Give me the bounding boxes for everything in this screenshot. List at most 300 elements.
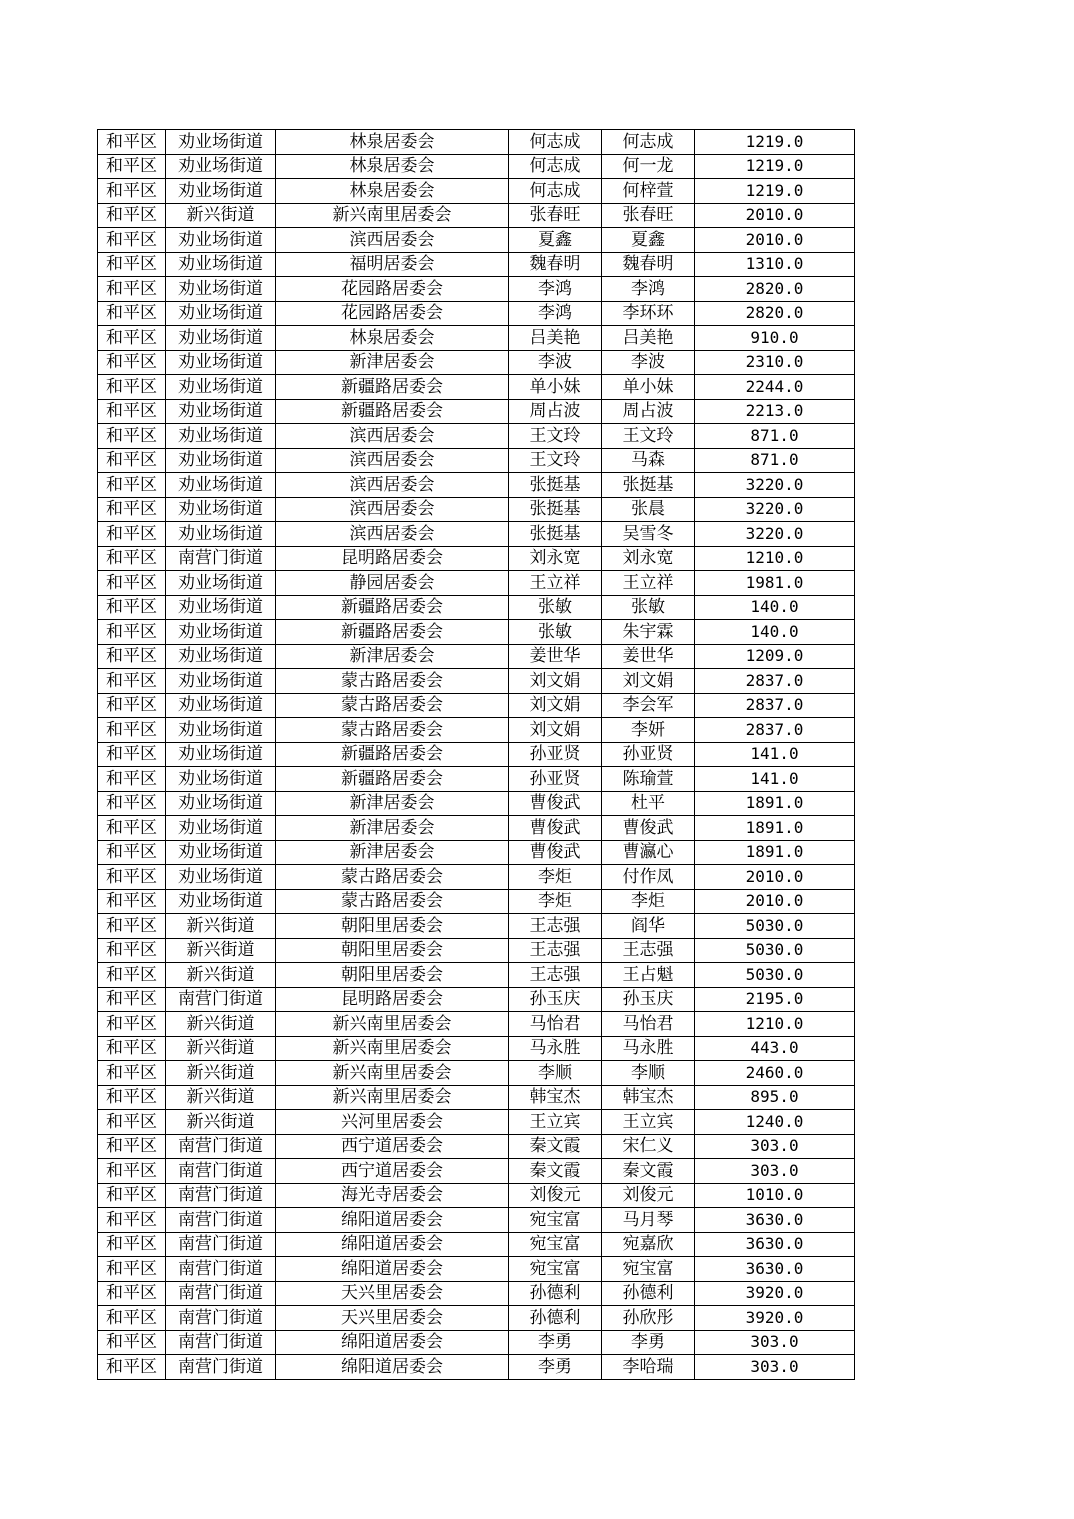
- table-row: [98, 791, 855, 816]
- table-row: [98, 277, 855, 302]
- committee-cell: 林泉居委会: [276, 130, 509, 155]
- member-cell: 李会军: [602, 693, 695, 718]
- member-cell: 周占波: [602, 399, 695, 424]
- amount-cell: 3920.0: [695, 1281, 855, 1306]
- member-cell: 李勇: [602, 1330, 695, 1355]
- committee-cell: 海光寺居委会: [276, 1183, 509, 1208]
- street-cell: 劝业场街道: [166, 375, 276, 400]
- district-cell: 和平区: [98, 840, 166, 865]
- table-row: [98, 620, 855, 645]
- household-head-cell: 曹俊武: [509, 816, 602, 841]
- committee-cell: 蒙古路居委会: [276, 669, 509, 694]
- member-cell: 付作凤: [602, 865, 695, 890]
- table-row: [98, 938, 855, 963]
- street-cell: 劝业场街道: [166, 620, 276, 645]
- household-head-cell: 李勇: [509, 1330, 602, 1355]
- district-cell: 和平区: [98, 350, 166, 375]
- district-cell: 和平区: [98, 130, 166, 155]
- household-head-cell: 宛宝富: [509, 1208, 602, 1233]
- table-row: [98, 375, 855, 400]
- table-row: [98, 326, 855, 351]
- amount-cell: 1010.0: [695, 1183, 855, 1208]
- street-cell: 新兴街道: [166, 203, 276, 228]
- street-cell: 南营门街道: [166, 987, 276, 1012]
- amount-cell: 3630.0: [695, 1257, 855, 1282]
- district-cell: 和平区: [98, 252, 166, 277]
- member-cell: 张敏: [602, 595, 695, 620]
- committee-cell: 滨西居委会: [276, 448, 509, 473]
- amount-cell: 2195.0: [695, 987, 855, 1012]
- household-head-cell: 刘文娟: [509, 669, 602, 694]
- household-head-cell: 秦文霞: [509, 1159, 602, 1184]
- amount-cell: 1219.0: [695, 179, 855, 204]
- table-row: [98, 399, 855, 424]
- district-cell: 和平区: [98, 718, 166, 743]
- committee-cell: 蒙古路居委会: [276, 693, 509, 718]
- member-cell: 孙德利: [602, 1281, 695, 1306]
- member-cell: 刘永宽: [602, 546, 695, 571]
- member-cell: 何梓萱: [602, 179, 695, 204]
- table-row: [98, 1085, 855, 1110]
- member-cell: 李顺: [602, 1061, 695, 1086]
- household-head-cell: 王立宾: [509, 1110, 602, 1135]
- household-head-cell: 宛宝富: [509, 1257, 602, 1282]
- district-cell: 和平区: [98, 1355, 166, 1380]
- table-row: [98, 179, 855, 204]
- street-cell: 劝业场街道: [166, 424, 276, 449]
- street-cell: 新兴街道: [166, 1036, 276, 1061]
- amount-cell: 141.0: [695, 767, 855, 792]
- member-cell: 阎华: [602, 914, 695, 939]
- amount-cell: 1891.0: [695, 840, 855, 865]
- committee-cell: 绵阳道居委会: [276, 1232, 509, 1257]
- member-cell: 宋仁义: [602, 1134, 695, 1159]
- committee-cell: 林泉居委会: [276, 179, 509, 204]
- amount-cell: 3220.0: [695, 497, 855, 522]
- table-row: [98, 497, 855, 522]
- table-row: [98, 718, 855, 743]
- street-cell: 劝业场街道: [166, 277, 276, 302]
- district-cell: 和平区: [98, 693, 166, 718]
- table-row: [98, 1355, 855, 1380]
- member-cell: 李哈瑞: [602, 1355, 695, 1380]
- district-cell: 和平区: [98, 865, 166, 890]
- street-cell: 劝业场街道: [166, 767, 276, 792]
- table-row: [98, 350, 855, 375]
- household-head-cell: 孙德利: [509, 1281, 602, 1306]
- member-cell: 朱宇霖: [602, 620, 695, 645]
- street-cell: 劝业场街道: [166, 840, 276, 865]
- amount-cell: 303.0: [695, 1134, 855, 1159]
- district-cell: 和平区: [98, 938, 166, 963]
- committee-cell: 蒙古路居委会: [276, 865, 509, 890]
- amount-cell: 871.0: [695, 448, 855, 473]
- household-head-cell: 马怡君: [509, 1012, 602, 1037]
- district-cell: 和平区: [98, 742, 166, 767]
- street-cell: 新兴街道: [166, 1012, 276, 1037]
- table-row: [98, 1232, 855, 1257]
- amount-cell: 3220.0: [695, 522, 855, 547]
- household-head-cell: 何志成: [509, 154, 602, 179]
- amount-cell: 1219.0: [695, 130, 855, 155]
- member-cell: 马怡君: [602, 1012, 695, 1037]
- table-row: [98, 987, 855, 1012]
- amount-cell: 3630.0: [695, 1232, 855, 1257]
- district-cell: 和平区: [98, 228, 166, 253]
- amount-cell: 5030.0: [695, 914, 855, 939]
- amount-cell: 895.0: [695, 1085, 855, 1110]
- district-cell: 和平区: [98, 1183, 166, 1208]
- table-row: [98, 669, 855, 694]
- table-row: [98, 742, 855, 767]
- table-row: [98, 1036, 855, 1061]
- committee-cell: 昆明路居委会: [276, 546, 509, 571]
- committee-cell: 花园路居委会: [276, 277, 509, 302]
- amount-cell: 910.0: [695, 326, 855, 351]
- amount-cell: 2010.0: [695, 228, 855, 253]
- district-cell: 和平区: [98, 497, 166, 522]
- table-row: [98, 1061, 855, 1086]
- table-row: [98, 1134, 855, 1159]
- committee-cell: 新津居委会: [276, 350, 509, 375]
- district-cell: 和平区: [98, 595, 166, 620]
- table-row: [98, 448, 855, 473]
- household-head-cell: 孙亚贤: [509, 742, 602, 767]
- district-cell: 和平区: [98, 571, 166, 596]
- table-row: [98, 1208, 855, 1233]
- district-cell: 和平区: [98, 277, 166, 302]
- data-table: [97, 129, 855, 1380]
- committee-cell: 天兴里居委会: [276, 1306, 509, 1331]
- table-row: [98, 571, 855, 596]
- street-cell: 南营门街道: [166, 1306, 276, 1331]
- street-cell: 劝业场街道: [166, 473, 276, 498]
- street-cell: 新兴街道: [166, 1061, 276, 1086]
- street-cell: 劝业场街道: [166, 791, 276, 816]
- member-cell: 韩宝杰: [602, 1085, 695, 1110]
- table-row: [98, 546, 855, 571]
- table-row: [98, 816, 855, 841]
- street-cell: 劝业场街道: [166, 669, 276, 694]
- committee-cell: 滨西居委会: [276, 424, 509, 449]
- household-head-cell: 张春旺: [509, 203, 602, 228]
- district-cell: 和平区: [98, 522, 166, 547]
- amount-cell: 3220.0: [695, 473, 855, 498]
- table-row: [98, 424, 855, 449]
- household-head-cell: 王立祥: [509, 571, 602, 596]
- street-cell: 劝业场街道: [166, 399, 276, 424]
- table-row: [98, 1110, 855, 1135]
- district-cell: 和平区: [98, 1330, 166, 1355]
- street-cell: 南营门街道: [166, 1208, 276, 1233]
- district-cell: 和平区: [98, 1159, 166, 1184]
- district-cell: 和平区: [98, 1281, 166, 1306]
- table-row: [98, 1257, 855, 1282]
- amount-cell: 871.0: [695, 424, 855, 449]
- amount-cell: 141.0: [695, 742, 855, 767]
- amount-cell: 1210.0: [695, 1012, 855, 1037]
- amount-cell: 443.0: [695, 1036, 855, 1061]
- member-cell: 王立宾: [602, 1110, 695, 1135]
- member-cell: 刘文娟: [602, 669, 695, 694]
- committee-cell: 福明居委会: [276, 252, 509, 277]
- committee-cell: 绵阳道居委会: [276, 1208, 509, 1233]
- household-head-cell: 刘永宽: [509, 546, 602, 571]
- amount-cell: 2010.0: [695, 203, 855, 228]
- member-cell: 何一龙: [602, 154, 695, 179]
- committee-cell: 滨西居委会: [276, 228, 509, 253]
- street-cell: 劝业场街道: [166, 889, 276, 914]
- district-cell: 和平区: [98, 1134, 166, 1159]
- member-cell: 姜世华: [602, 644, 695, 669]
- district-cell: 和平区: [98, 546, 166, 571]
- table-row: [98, 865, 855, 890]
- committee-cell: 滨西居委会: [276, 522, 509, 547]
- district-cell: 和平区: [98, 914, 166, 939]
- committee-cell: 滨西居委会: [276, 473, 509, 498]
- amount-cell: 3920.0: [695, 1306, 855, 1331]
- street-cell: 南营门街道: [166, 1159, 276, 1184]
- district-cell: 和平区: [98, 644, 166, 669]
- member-cell: 孙亚贤: [602, 742, 695, 767]
- member-cell: 夏鑫: [602, 228, 695, 253]
- member-cell: 王文玲: [602, 424, 695, 449]
- table-row: [98, 767, 855, 792]
- household-head-cell: 马永胜: [509, 1036, 602, 1061]
- household-head-cell: 张挺基: [509, 497, 602, 522]
- street-cell: 劝业场街道: [166, 252, 276, 277]
- district-cell: 和平区: [98, 791, 166, 816]
- table-row: [98, 252, 855, 277]
- district-cell: 和平区: [98, 326, 166, 351]
- district-cell: 和平区: [98, 1061, 166, 1086]
- amount-cell: 1219.0: [695, 154, 855, 179]
- household-head-cell: 李顺: [509, 1061, 602, 1086]
- household-head-cell: 张挺基: [509, 473, 602, 498]
- amount-cell: 2010.0: [695, 889, 855, 914]
- committee-cell: 林泉居委会: [276, 154, 509, 179]
- table-row: [98, 889, 855, 914]
- committee-cell: 朝阳里居委会: [276, 914, 509, 939]
- amount-cell: 3630.0: [695, 1208, 855, 1233]
- committee-cell: 新兴南里居委会: [276, 1036, 509, 1061]
- household-head-cell: 魏春明: [509, 252, 602, 277]
- street-cell: 南营门街道: [166, 1281, 276, 1306]
- amount-cell: 303.0: [695, 1330, 855, 1355]
- amount-cell: 1240.0: [695, 1110, 855, 1135]
- street-cell: 南营门街道: [166, 1232, 276, 1257]
- committee-cell: 新兴南里居委会: [276, 1061, 509, 1086]
- table-row: [98, 228, 855, 253]
- member-cell: 秦文霞: [602, 1159, 695, 1184]
- committee-cell: 绵阳道居委会: [276, 1355, 509, 1380]
- committee-cell: 新兴南里居委会: [276, 203, 509, 228]
- member-cell: 何志成: [602, 130, 695, 155]
- table-row: [98, 203, 855, 228]
- table-row: [98, 522, 855, 547]
- member-cell: 张晨: [602, 497, 695, 522]
- district-cell: 和平区: [98, 1012, 166, 1037]
- committee-cell: 新兴南里居委会: [276, 1085, 509, 1110]
- committee-cell: 昆明路居委会: [276, 987, 509, 1012]
- household-head-cell: 夏鑫: [509, 228, 602, 253]
- amount-cell: 5030.0: [695, 938, 855, 963]
- amount-cell: 2213.0: [695, 399, 855, 424]
- household-head-cell: 王志强: [509, 914, 602, 939]
- member-cell: 王占魁: [602, 963, 695, 988]
- street-cell: 劝业场街道: [166, 130, 276, 155]
- street-cell: 劝业场街道: [166, 865, 276, 890]
- amount-cell: 2310.0: [695, 350, 855, 375]
- member-cell: 刘俊元: [602, 1183, 695, 1208]
- table-row: [98, 595, 855, 620]
- amount-cell: 1210.0: [695, 546, 855, 571]
- street-cell: 新兴街道: [166, 1110, 276, 1135]
- street-cell: 劝业场街道: [166, 228, 276, 253]
- street-cell: 劝业场街道: [166, 595, 276, 620]
- household-head-cell: 张挺基: [509, 522, 602, 547]
- member-cell: 宛宝富: [602, 1257, 695, 1282]
- committee-cell: 天兴里居委会: [276, 1281, 509, 1306]
- amount-cell: 2010.0: [695, 865, 855, 890]
- district-cell: 和平区: [98, 620, 166, 645]
- district-cell: 和平区: [98, 767, 166, 792]
- street-cell: 南营门街道: [166, 1257, 276, 1282]
- member-cell: 王志强: [602, 938, 695, 963]
- district-cell: 和平区: [98, 154, 166, 179]
- household-head-cell: 孙玉庆: [509, 987, 602, 1012]
- committee-cell: 滨西居委会: [276, 497, 509, 522]
- committee-cell: 新津居委会: [276, 791, 509, 816]
- household-head-cell: 王文玲: [509, 424, 602, 449]
- household-head-cell: 李勇: [509, 1355, 602, 1380]
- committee-cell: 西宁道居委会: [276, 1134, 509, 1159]
- committee-cell: 绵阳道居委会: [276, 1330, 509, 1355]
- member-cell: 李环环: [602, 301, 695, 326]
- committee-cell: 朝阳里居委会: [276, 963, 509, 988]
- district-cell: 和平区: [98, 1110, 166, 1135]
- member-cell: 马森: [602, 448, 695, 473]
- district-cell: 和平区: [98, 375, 166, 400]
- committee-cell: 静园居委会: [276, 571, 509, 596]
- street-cell: 劝业场街道: [166, 497, 276, 522]
- street-cell: 劝业场街道: [166, 448, 276, 473]
- committee-cell: 花园路居委会: [276, 301, 509, 326]
- committee-cell: 新疆路居委会: [276, 375, 509, 400]
- district-cell: 和平区: [98, 1257, 166, 1282]
- amount-cell: 2244.0: [695, 375, 855, 400]
- household-head-cell: 孙德利: [509, 1306, 602, 1331]
- committee-cell: 蒙古路居委会: [276, 718, 509, 743]
- member-cell: 孙欣彤: [602, 1306, 695, 1331]
- household-head-cell: 李鸿: [509, 301, 602, 326]
- street-cell: 新兴街道: [166, 938, 276, 963]
- committee-cell: 新疆路居委会: [276, 595, 509, 620]
- member-cell: 李妍: [602, 718, 695, 743]
- district-cell: 和平区: [98, 987, 166, 1012]
- district-cell: 和平区: [98, 399, 166, 424]
- household-head-cell: 秦文霞: [509, 1134, 602, 1159]
- committee-cell: 新疆路居委会: [276, 742, 509, 767]
- household-head-cell: 王文玲: [509, 448, 602, 473]
- household-head-cell: 张敏: [509, 595, 602, 620]
- table-row: [98, 1012, 855, 1037]
- amount-cell: 1891.0: [695, 791, 855, 816]
- member-cell: 单小妹: [602, 375, 695, 400]
- committee-cell: 新疆路居委会: [276, 399, 509, 424]
- district-cell: 和平区: [98, 963, 166, 988]
- street-cell: 劝业场街道: [166, 571, 276, 596]
- table-row: [98, 693, 855, 718]
- amount-cell: 2820.0: [695, 301, 855, 326]
- amount-cell: 140.0: [695, 620, 855, 645]
- committee-cell: 蒙古路居委会: [276, 889, 509, 914]
- household-head-cell: 何志成: [509, 130, 602, 155]
- committee-cell: 绵阳道居委会: [276, 1257, 509, 1282]
- district-cell: 和平区: [98, 203, 166, 228]
- amount-cell: 303.0: [695, 1159, 855, 1184]
- table-row: [98, 644, 855, 669]
- household-head-cell: 姜世华: [509, 644, 602, 669]
- street-cell: 新兴街道: [166, 1085, 276, 1110]
- street-cell: 劝业场街道: [166, 326, 276, 351]
- street-cell: 劝业场街道: [166, 154, 276, 179]
- street-cell: 南营门街道: [166, 1330, 276, 1355]
- committee-cell: 新津居委会: [276, 816, 509, 841]
- household-head-cell: 刘俊元: [509, 1183, 602, 1208]
- household-head-cell: 张敏: [509, 620, 602, 645]
- street-cell: 南营门街道: [166, 546, 276, 571]
- household-head-cell: 王志强: [509, 963, 602, 988]
- member-cell: 魏春明: [602, 252, 695, 277]
- committee-cell: 西宁道居委会: [276, 1159, 509, 1184]
- household-head-cell: 何志成: [509, 179, 602, 204]
- member-cell: 李波: [602, 350, 695, 375]
- household-head-cell: 曹俊武: [509, 791, 602, 816]
- household-head-cell: 刘文娟: [509, 718, 602, 743]
- committee-cell: 新津居委会: [276, 644, 509, 669]
- household-head-cell: 李波: [509, 350, 602, 375]
- household-head-cell: 李炬: [509, 865, 602, 890]
- district-cell: 和平区: [98, 1085, 166, 1110]
- street-cell: 劝业场街道: [166, 816, 276, 841]
- district-cell: 和平区: [98, 301, 166, 326]
- street-cell: 劝业场街道: [166, 522, 276, 547]
- committee-cell: 林泉居委会: [276, 326, 509, 351]
- table-row: [98, 1159, 855, 1184]
- amount-cell: 140.0: [695, 595, 855, 620]
- amount-cell: 2837.0: [695, 669, 855, 694]
- table-row: [98, 1183, 855, 1208]
- member-cell: 吴雪冬: [602, 522, 695, 547]
- household-head-cell: 单小妹: [509, 375, 602, 400]
- member-cell: 马月琴: [602, 1208, 695, 1233]
- district-cell: 和平区: [98, 1208, 166, 1233]
- table-row: [98, 154, 855, 179]
- amount-cell: 5030.0: [695, 963, 855, 988]
- district-cell: 和平区: [98, 816, 166, 841]
- street-cell: 劝业场街道: [166, 301, 276, 326]
- household-head-cell: 韩宝杰: [509, 1085, 602, 1110]
- district-cell: 和平区: [98, 179, 166, 204]
- table-row: [98, 130, 855, 155]
- amount-cell: 303.0: [695, 1355, 855, 1380]
- table-row: [98, 1330, 855, 1355]
- household-head-cell: 刘文娟: [509, 693, 602, 718]
- street-cell: 劝业场街道: [166, 718, 276, 743]
- amount-cell: 1310.0: [695, 252, 855, 277]
- household-head-cell: 李鸿: [509, 277, 602, 302]
